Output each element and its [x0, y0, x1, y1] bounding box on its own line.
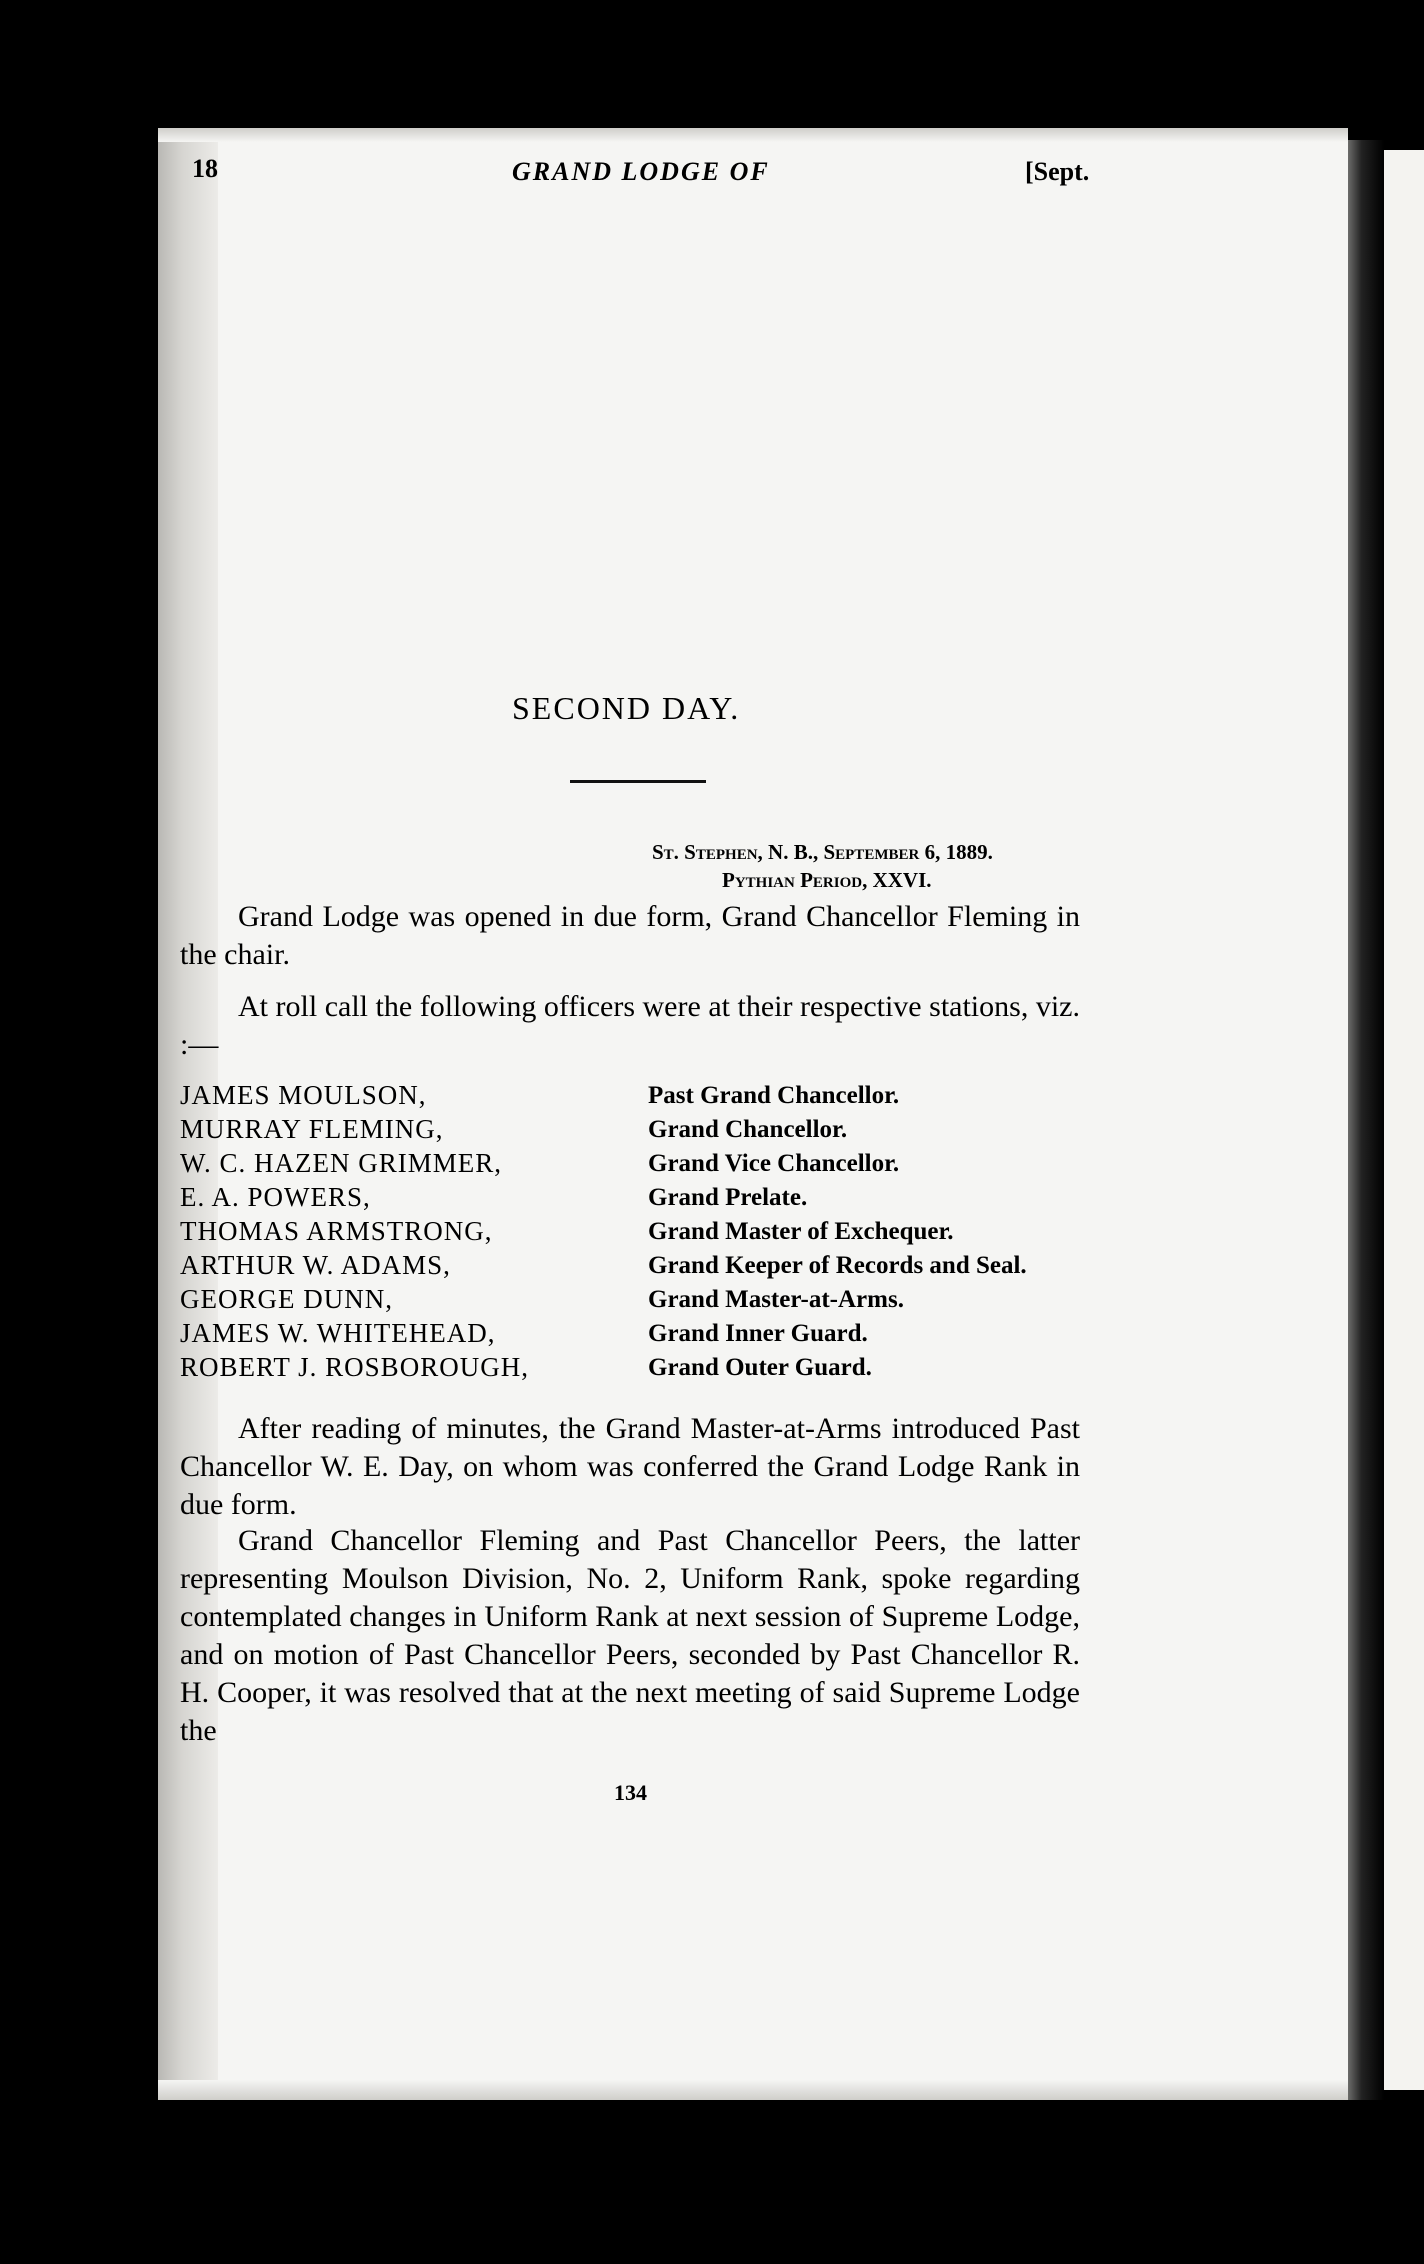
officer-name: E. A. POWERS, — [180, 1182, 371, 1212]
officer-name: THOMAS ARMSTRONG, — [180, 1216, 493, 1246]
signature-number: 134 — [614, 1780, 647, 1805]
officer-name: W. C. HAZEN GRIMMER, — [180, 1148, 503, 1178]
officer-name: ROBERT J. ROSBOROUGH, — [180, 1352, 529, 1382]
officer-name: GEORGE DUNN, — [180, 1284, 393, 1314]
title-rule — [570, 780, 706, 783]
officer-row — [180, 1148, 1080, 1182]
officer-name: JAMES W. WHITEHEAD, — [180, 1318, 496, 1348]
facing-page-edge — [1384, 150, 1424, 2090]
officer-title: Grand Chancellor. — [648, 1116, 848, 1143]
paragraph-roll-call: At roll call the following officers were at their respective stations, viz. :— — [180, 990, 1080, 1061]
paragraph-opening: Grand Lodge was opened in due form, Grand Chancellor Fleming in the chair. — [180, 900, 1080, 971]
dateline-period: Pythian Period, XXVI. — [722, 868, 932, 892]
page-top-edge — [158, 128, 1348, 142]
officer-title: Past Grand Chancellor. — [648, 1082, 900, 1109]
officer-title: Grand Master of Exchequer. — [648, 1218, 954, 1245]
officer-title: Grand Vice Chancellor. — [648, 1150, 900, 1177]
officer-title: Grand Outer Guard. — [648, 1354, 872, 1381]
officer-row — [180, 1216, 1080, 1250]
officer-name: JAMES MOULSON, — [180, 1080, 427, 1110]
officer-row — [180, 1318, 1080, 1352]
officer-row — [180, 1284, 1080, 1318]
officer-row — [180, 1352, 1080, 1386]
page-number: 18 — [192, 154, 218, 183]
officer-title: Grand Master-at-Arms. — [648, 1286, 904, 1313]
officer-row — [180, 1114, 1080, 1148]
officer-row — [180, 1182, 1080, 1216]
officer-title: Grand Keeper of Records and Seal. — [648, 1252, 1027, 1279]
officer-name: ARTHUR W. ADAMS, — [180, 1250, 451, 1280]
section-title: SECOND DAY. — [512, 690, 741, 726]
paragraph-uniform-rank: Grand Chancellor Fleming and Past Chancellor Peers, the latter representing Moulson Division, No. 2, Uniform Rank, spoke regarding contemplated changes in Uniform Rank at next session of Supreme Lodge, and on motion of Past Chancellor Peers, seconded by Past Chancellor R. H. Cooper, it was resolved that at the next meeting of said Supreme Lodge the — [180, 1524, 1080, 1747]
officer-row — [180, 1080, 1080, 1114]
officer-title: Grand Inner Guard. — [648, 1320, 868, 1347]
dateline-place-date: St. Stephen, N. B., September 6, 1889. — [652, 840, 993, 864]
officer-name: MURRAY FLEMING, — [180, 1114, 444, 1144]
paragraph-minutes: After reading of minutes, the Grand Master-at-Arms introduced Past Chancellor W. E. Day, on whom was conferred the Grand Lodge Rank in due form. — [180, 1412, 1080, 1521]
officers-list — [180, 1080, 1080, 1386]
officer-row — [180, 1250, 1080, 1284]
page-bottom-edge — [158, 2080, 1348, 2100]
running-title: GRAND LODGE OF — [512, 157, 770, 186]
running-month: [Sept. — [1025, 157, 1090, 186]
officer-title: Grand Prelate. — [648, 1184, 808, 1211]
